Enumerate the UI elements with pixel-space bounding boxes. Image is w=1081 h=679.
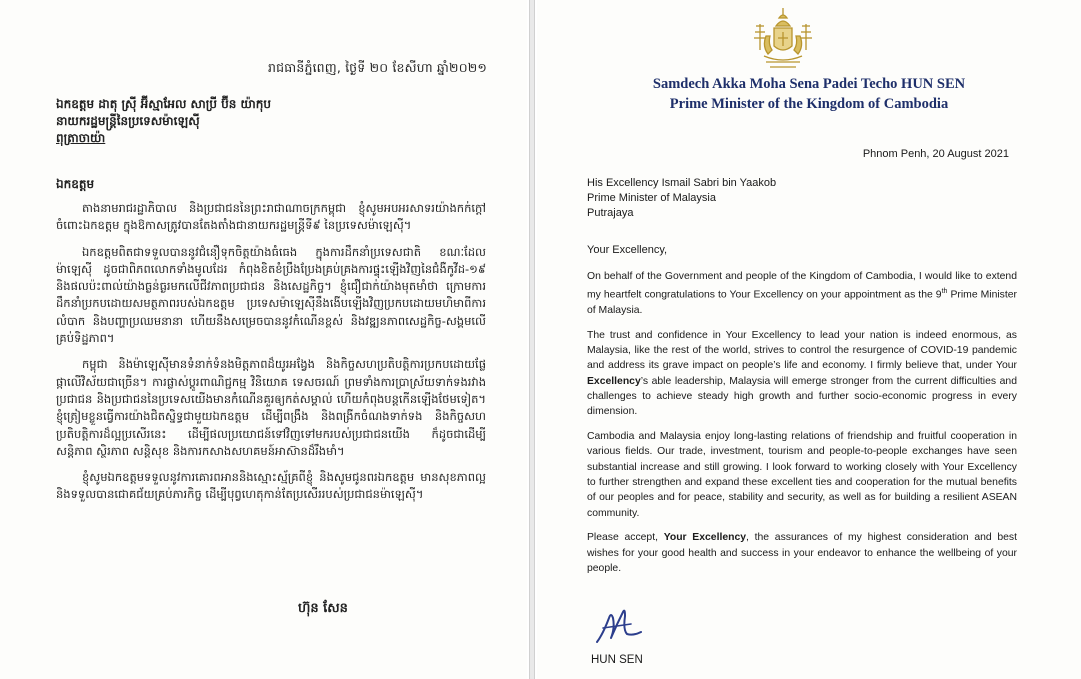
english-letter-page: [537, 0, 1081, 679]
letter-date: រាជធានីភ្នំពេញ, ថ្ងៃទី ២០ ខែសីហា ឆ្នាំ២០២១: [268, 60, 488, 75]
recipient-city: Putrajaya: [587, 207, 634, 219]
paragraph: ខ្ញុំសូមឯកឧត្តមទទួលនូវការគោរពអាននិងស្មោះស្ម័គ្រពីខ្ញុំ និងសូមជូនពរឯកឧត្តម មានសុខភាពល្អ និងទទួលបានជោគជ័យគ្រប់ភារកិច្ច ដើម្បីបុព្វហេតុកាន់តែប្រសើររបស់ប្រជាជនម៉ាឡេស៊ី។: [56, 470, 486, 502]
emphasis-text: Your Excellency: [663, 532, 747, 544]
letter-body: [56, 200, 486, 513]
paragraph-text: The trust and confidence in Your Excellency to lead your nation is indeed enormous, as Malaysia, like the rest of the world, strives to control the resurgence of COVID-19 pandemic and address its grave impact on people’s life and economy. I firmly believe that, under Your: [587, 329, 1017, 372]
handwritten-signature-icon: [593, 604, 645, 648]
paragraph: [587, 269, 1017, 318]
royal-arms-emblem-icon: [752, 6, 814, 72]
paragraph-text: ’s able leadership, Malaysia will emerge stronger from the current difficulties and challenges to achieve steady high growth and further socio-economic progress in every dimension.: [587, 375, 1017, 418]
paragraph: ឯកឧត្តមពិតជាទទួលបាននូវជំនឿទុកចិត្តយ៉ាងធំធេង ក្នុងការដឹកនាំប្រទេសជាតិ ខណៈដែលម៉ាឡេស៊ី ដូចជាពិភពលោកទាំងមូលដែរ កំពុងខិតខំប្រឹងប្រែងគ្រប់គ្រងការផ្ទុះឡើងវិញនៃជំងឺកូវីដ-១៩ និងផលប៉ះពាល់យ៉ាងធ្ងន់ធ្ងរមកលើជីវភាពប្រជាជន និងសេដ្ឋកិច្ច។ ខ្ញុំជឿជាក់យ៉ាងមុតមាំថា ក្រោមការដឹកនាំប្រកបដោយសមត្ថភាពរបស់ឯកឧត្តម ប្រទេសម៉ាឡេស៊ីនឹងងើបឡើងវិញប្រកបដោយមហិមាពីការលំបាក និងបញ្ហាប្រឈមនានា ហើយនឹងសម្រេចបាននូវកំណើនខ្ពស់ និងវឌ្ឍនភាពសេដ្ឋកិច្ច-សង្គមលើគ្រប់ទិដ្ឋភាព។: [56, 244, 486, 346]
paragraph: [587, 530, 1017, 576]
header-name: Samdech Akka Moha Sena Padei Techo HUN SEN: [652, 76, 966, 92]
paragraph-text: Please accept,: [587, 532, 664, 544]
salutation: ឯកឧត្តម: [56, 177, 95, 191]
paragraph: Cambodia and Malaysia enjoy long-lasting relations of friendship and fruitful cooperation in various fields. Our trade, investment, tourism and people-to-people exchanges have seen substantial increase and still growing. I look forward to working closely with Your Excellency to further strengthen and expand these excellent ties and cooperation for the mutual benefits of our peoples and for peace, stability and security, as well as for building a resilient ASEAN community.: [587, 431, 1017, 519]
signature-name: HUN SEN: [591, 654, 643, 666]
recipient-name: His Excellency Ismail Sabri bin Yaakob: [587, 177, 777, 189]
paragraph: កម្ពុជា និងម៉ាឡេស៊ីមានទំនាក់ទំនងមិត្តភាពដ៏យូរអង្វែង និងកិច្ចសហប្រតិបត្តិការប្រកបដោយផ្លែផ្កាលើវិស័យជាច្រើន។ ការផ្លាស់ប្តូរពាណិជ្ជកម្ម វិនិយោគ ទេសចរណ៍ ព្រមទាំងការប្រាស្រ័យទាក់ទងរវាងប្រជាជន និងប្រជាជននៃប្រទេសយើងមានកំណើនគួរឲ្យកត់សម្គាល់ ហើយកំពុងបន្តកើនឡើងថែមទៀត។ ខ្ញុំត្រៀមខ្លួនធ្វើការយ៉ាងជិតស្និទ្ធជាមួយឯកឧត្តម ដើម្បីពង្រឹង និងពង្រីកចំណងទាក់ទង និងកិច្ចសហប្រតិបត្តិការដ៏ល្អប្រសើរនេះ ដើម្បីផលប្រយោជន៍ទៅវិញទៅមករបស់ប្រជាជនយើង ក៏ដូចជាដើម្បីសន្តិភាព ស្ថិរភាព សន្តិសុខ និងការកសាងសហគមន៍អាស៊ានដ៏រឹងមាំ។: [56, 357, 486, 458]
recipient-address: [56, 96, 271, 147]
paragraph-text: , the assurances of my highest consideration and best wishes for your good health and success in your endeavor to enhance the wellbeing of your people.: [587, 532, 1018, 575]
recipient-title: Prime Minister of Malaysia: [587, 192, 716, 204]
letter-date: Phnom Penh, 20 August 2021: [862, 148, 1009, 160]
khmer-letter-page: [0, 0, 527, 679]
paragraph-text: Prime Minister of Malaysia.: [587, 289, 1018, 317]
page-divider: [529, 0, 535, 679]
signature-name: ហ៊ុន សែន: [298, 601, 348, 616]
recipient-address: [587, 176, 776, 221]
letter-body: [587, 269, 1017, 586]
header-title: Prime Minister of the Kingdom of Cambodia: [669, 96, 949, 112]
ordinal-suffix: th: [941, 288, 948, 296]
recipient-city: ពុត្រាចាយ៉ា: [56, 131, 106, 145]
recipient-name: ឯកឧត្តម ដាតុ ស្រ៊ី អ៊ីស្មាអែល សាប្រី ប៊ីន យ៉ាកុប: [56, 97, 272, 111]
paragraph: តាងនាមរាជរដ្ឋាភិបាល និងប្រជាជននៃព្រះរាជាណាចក្រកម្ពុជា ខ្ញុំសូមអបអរសាទរយ៉ាងកក់ក្តៅចំពោះឯកឧត្តម ក្នុងឱកាសត្រូវបានតែងតាំងជានាយករដ្ឋមន្ត្រីទី៩ នៃប្រទេសម៉ាឡេស៊ី។: [56, 201, 486, 233]
paragraph-text: On behalf of the Government and people of the Kingdom of Cambodia, I would like to extend my heartfelt congratulations to Your Excellency on your appointment as the 9: [587, 271, 1017, 301]
salutation: Your Excellency,: [587, 244, 668, 256]
emphasis-text: Excellency: [587, 375, 641, 387]
recipient-title: នាយករដ្ឋមន្ត្រីនៃប្រទេសម៉ាឡេស៊ី: [56, 114, 200, 128]
paragraph: [587, 328, 1017, 420]
